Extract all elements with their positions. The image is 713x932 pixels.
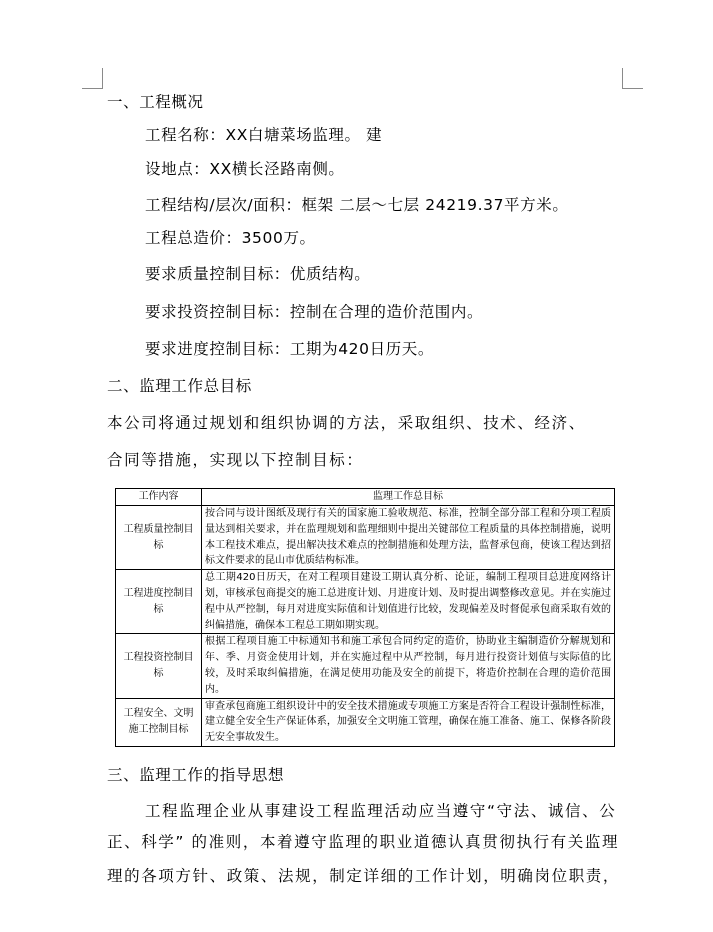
table-cell-content: 总工期420日历天，在对工程项目建设工期认真分析、论证，编制工程项目总进度网络计划，审核承包商提交的施工总进度计划、月进度计划、及时提出调整修改意见。并在实施过程中从严控制，每月对进度实际值和计划值进行比较，发现偏差及时督促承包商采取有效的纠偏措施，确保本工程总工期如期实现。	[202, 570, 615, 634]
section2-intro-line2: 合同等措施，实现以下控制目标：	[107, 451, 364, 469]
table-cell-item: 工程安全、文明施工控制目标	[116, 698, 202, 746]
table-row	[116, 634, 615, 698]
table-cell-content: 审查承包商施工组织设计中的安全技术措施或专项施工方案是否符合工程设计强制性标准，建立健全安全生产保证体系，加强安全文明施工管理，确保在施工准备、施工、保修各阶段无安全事故发生。	[202, 698, 615, 746]
section2-intro-line1: 本公司将通过规划和组织协调的方法，采取组织、技术、经济、	[107, 414, 586, 432]
section3-line2: 正、科学” 的准则，本着遵守监理的职业道德认真贯彻执行有关监理	[107, 833, 620, 851]
table-row	[116, 506, 615, 570]
table-cell-item: 工程质量控制目标	[116, 506, 202, 570]
table-cell-content: 根据工程项目施工中标通知书和施工承包合同约定的造价，协助业主编制造价分解规划和年、季、月资金使用计划，并在实施过程中从严控制，每月进行投资计划值与实际值的比较，及时采取纠偏措施，在满足使用功能及安全的前提下，将造价控制在合理的造价范围内。	[202, 634, 615, 698]
project-name-line: 工程名称：XX白塘菜场监理。 建	[145, 126, 383, 144]
project-structure-line: 工程结构/层次/面积：框架 二层～七层 24219.37平方米。	[145, 196, 569, 214]
supervision-goals-table	[115, 488, 615, 747]
section3-line3: 理的各项方针、政策、法规，制定详细的工作计划，明确岗位职责，	[107, 867, 621, 885]
crop-mark-right	[622, 68, 643, 89]
section2-heading: 二、监理工作总目标	[107, 377, 252, 395]
table-header-cell: 监理工作总目标	[202, 489, 615, 506]
crop-mark-left	[82, 68, 103, 89]
section3-line1: 工程监理企业从事建设工程监理活动应当遵守“守法、诚信、公	[145, 802, 617, 820]
quality-target-line: 要求质量控制目标：优质结构。	[145, 265, 371, 283]
table-row	[116, 698, 615, 746]
project-location-line: 设地点：XX横长泾路南侧。	[145, 160, 345, 178]
table-header-cell: 工作内容	[116, 489, 202, 506]
section3-heading: 三、监理工作的指导思想	[107, 766, 285, 784]
table-cell-content: 按合同与设计图纸及现行有关的国家施工验收规范、标准，控制全部分部工程和分项工程质量达到相关要求，并在监理规划和监理细则中提出关键部位工程质量的具体控制措施，说明本工程技术难点，提出解决技术难点的控制措施和处理方法，监督承包商，使该工程达到招标文件要求的昆山市优质结构标准。	[202, 506, 615, 570]
table-header-row	[116, 489, 615, 506]
table-row	[116, 570, 615, 634]
project-cost-line: 工程总造价：3500万。	[145, 229, 316, 247]
schedule-target-line: 要求进度控制目标：工期为420日历天。	[145, 340, 434, 358]
section1-heading: 一、工程概况	[107, 93, 204, 111]
table-cell-item: 工程进度控制目标	[116, 570, 202, 634]
table-cell-item: 工程投资控制目标	[116, 634, 202, 698]
investment-target-line: 要求投资控制目标：控制在合理的造价范围内。	[145, 303, 484, 321]
